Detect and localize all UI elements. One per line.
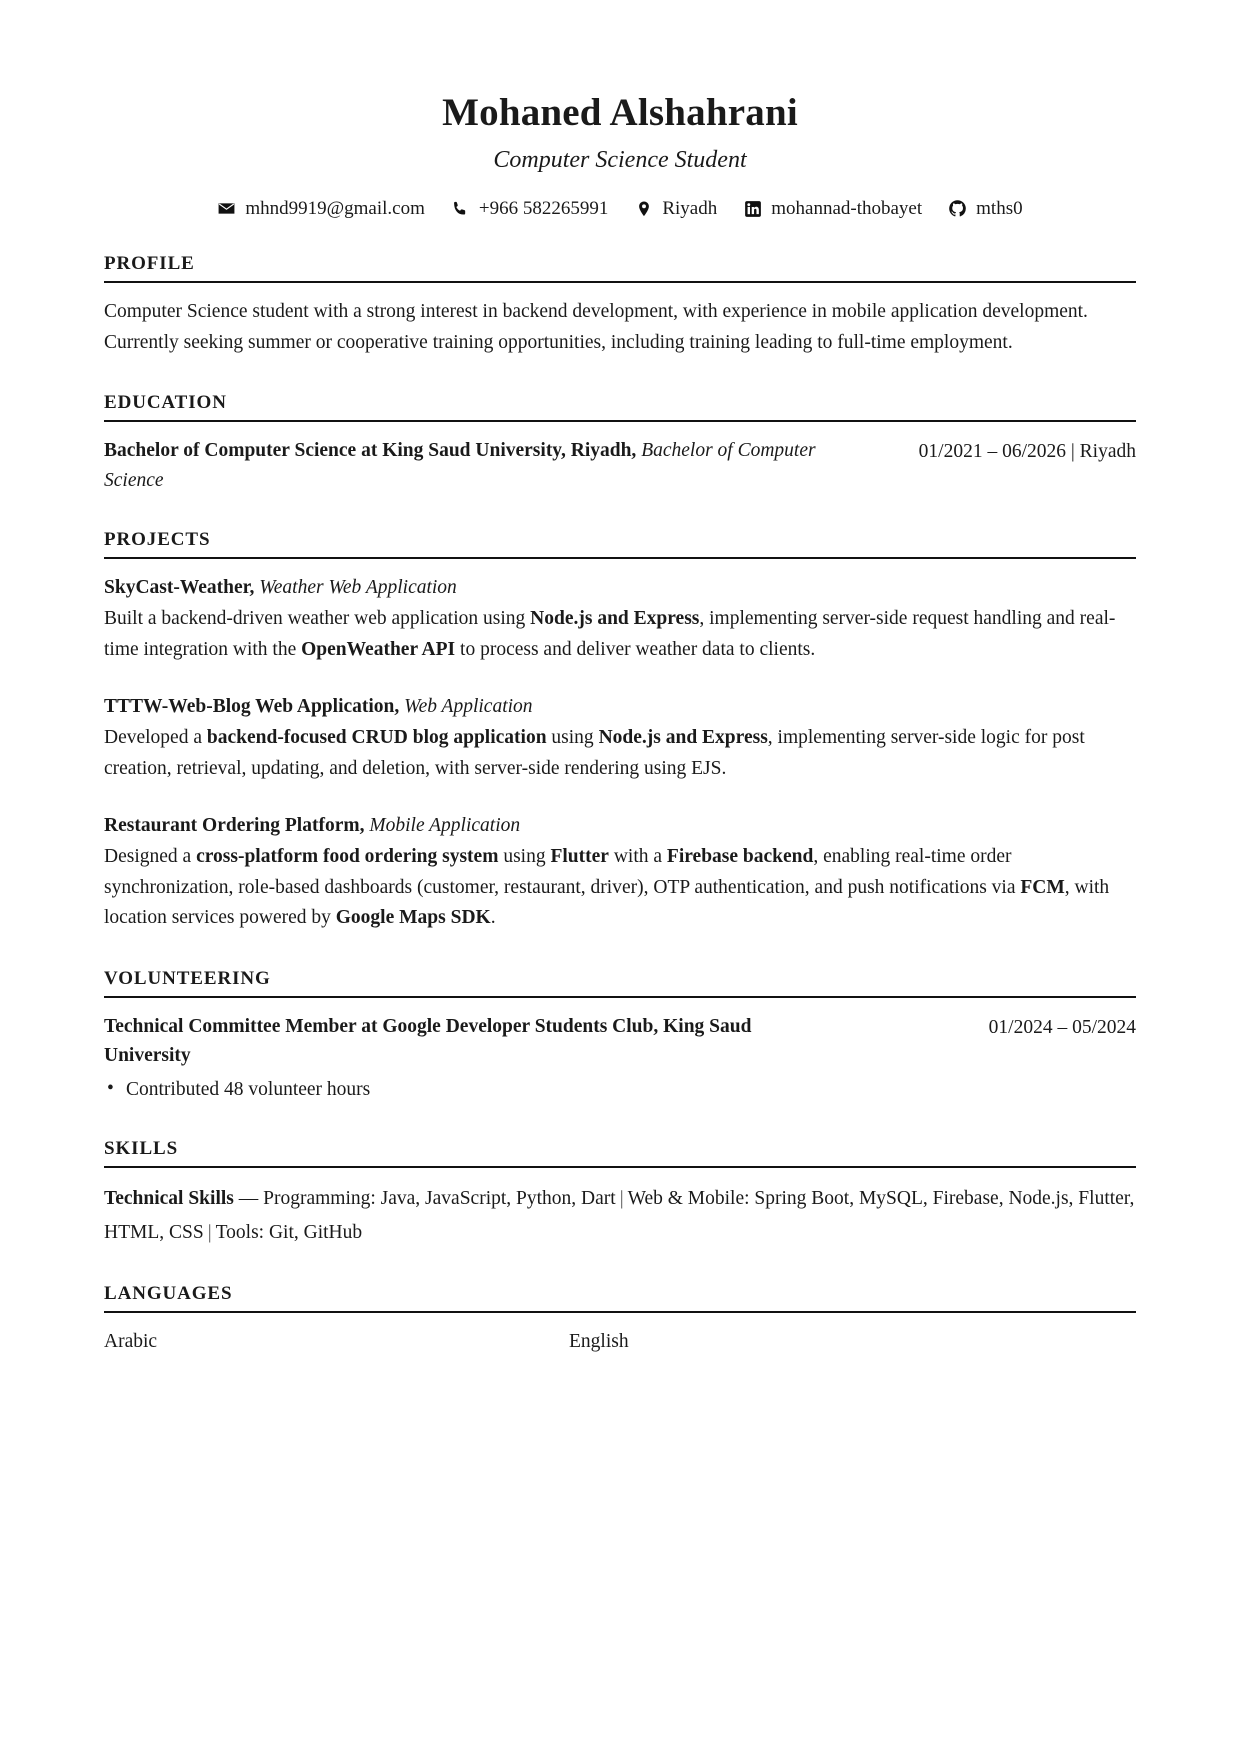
project-item (104, 811, 1136, 935)
project-name: Restaurant Ordering Platform, (104, 814, 365, 836)
volunteering-role: Technical Committee Member at Google Developer Students Club, King Saud University (104, 1016, 752, 1067)
skills-group: Tools: Git, GitHub (215, 1221, 363, 1243)
project-type: Mobile Application (364, 814, 521, 836)
volunteering-meta: 01/2024 – 05/2024 (988, 1017, 1136, 1039)
contact-text: mhnd9919@gmail.com (245, 197, 425, 219)
project-head (104, 573, 1136, 602)
skills-group: Web & Mobile: Spring Boot, MySQL, Firebase, Node.js, Flutter, HTML, CSS (104, 1187, 1135, 1243)
volunteering-entry-left (104, 1012, 824, 1104)
skills-text (104, 1182, 1136, 1249)
section-title-profile: PROFILE (104, 252, 195, 274)
volunteering-bullets (104, 1075, 824, 1104)
projects-list (104, 573, 1136, 934)
section-profile (104, 253, 1136, 359)
project-type: Weather Web Application (254, 576, 457, 598)
profile-text: Computer Science student with a strong interest in backend development, with experience in mobile application development. Currently seeking summer or cooperative training opportunities, including training leading to full-time employment. (104, 300, 1088, 353)
section-title-projects: PROJECTS (104, 528, 211, 550)
project-type: Web Application (399, 695, 533, 717)
linkedin-icon (743, 199, 762, 218)
contact-item-location-pin[interactable] (634, 199, 717, 219)
divider (104, 996, 1136, 998)
section-title-education: EDUCATION (104, 392, 227, 414)
section-title-volunteering: VOLUNTEERING (104, 968, 271, 990)
divider (104, 557, 1136, 559)
volunteering-entry (104, 1012, 1136, 1104)
project-description-part: using (498, 845, 551, 867)
section-title-skills: SKILLS (104, 1137, 179, 1159)
project-description-part: , implementing server-side request handling and real-time integration with the (104, 608, 1116, 660)
contact-item-phone[interactable] (451, 199, 608, 219)
contact-item-linkedin[interactable] (743, 199, 922, 219)
contact-item-email[interactable] (217, 199, 425, 219)
skills-dash: — (233, 1187, 264, 1209)
project-name: SkyCast-Weather, (104, 576, 255, 598)
project-description-part: Firebase backend (666, 845, 814, 867)
contact-row (104, 199, 1136, 219)
project-description-part: , implementing server-side logic for post creation, retrieval, updating, and deletion, with server-side rendering using EJS. (104, 726, 1085, 779)
project-name: TTTW-Web-Blog Web Application, (104, 695, 400, 717)
project-item (104, 573, 1136, 666)
skills-separator: | (207, 1221, 212, 1243)
contact-text: mohannad-thobayet (771, 197, 923, 219)
language-item: English (569, 1331, 629, 1353)
skills-label: Technical Skills (104, 1187, 234, 1209)
section-education (104, 392, 1136, 495)
divider (104, 1166, 1136, 1168)
section-projects (104, 529, 1136, 934)
project-description-part: backend-focused CRUD blog application (206, 726, 547, 748)
languages-row (104, 1327, 1136, 1356)
project-description-part: Built a backend-driven weather web application using (104, 608, 531, 630)
section-skills (104, 1138, 1136, 1249)
project-description (104, 604, 1136, 666)
project-description-part: Flutter (550, 845, 609, 867)
divider (104, 420, 1136, 422)
page-title: Mohaned Alshahrani (442, 91, 798, 134)
project-description-part: to process and deliver weather data to clients. (455, 638, 816, 660)
github-icon (948, 199, 967, 218)
project-description (104, 723, 1136, 785)
skills-group: Programming: Java, JavaScript, Python, Dart (263, 1187, 616, 1209)
education-entry-left (104, 436, 824, 495)
divider (104, 1311, 1136, 1313)
section-volunteering (104, 968, 1136, 1104)
project-description-part: OpenWeather API (301, 638, 456, 660)
education-entry (104, 436, 1136, 495)
project-item (104, 692, 1136, 785)
contact-item-github[interactable] (948, 199, 1022, 219)
project-description-part: , with location services powered by (104, 876, 1110, 929)
education-degree: Bachelor of Computer Science at King Saud University, Riyadh, (104, 440, 637, 462)
divider (104, 281, 1136, 283)
project-description-part: Developed a (104, 726, 207, 748)
contact-text: mths0 (976, 197, 1023, 219)
project-description-part: using (546, 726, 599, 748)
project-head (104, 811, 1136, 840)
contact-text: +966 582265991 (478, 197, 609, 219)
project-description (104, 842, 1136, 934)
language-item: Arabic (104, 1331, 158, 1353)
resume-header (104, 90, 1136, 219)
project-description-part: Node.js and Express (530, 608, 700, 630)
project-description-part: FCM (1020, 876, 1065, 898)
education-meta: 01/2021 – 06/2026 | Riyadh (918, 441, 1136, 463)
project-description-part: . (490, 907, 496, 929)
contact-text: Riyadh (662, 197, 718, 219)
skills-separator: | (619, 1187, 624, 1209)
email-icon (217, 199, 236, 218)
project-description-part: Google Maps SDK (335, 907, 491, 929)
education-subtitle: Bachelor of Computer Science (104, 440, 816, 491)
project-description-part: with a (608, 845, 667, 867)
location-pin-icon (634, 199, 653, 218)
section-languages (104, 1283, 1136, 1356)
project-head (104, 692, 1136, 721)
project-description-part: Designed a (104, 845, 197, 867)
phone-icon (451, 199, 470, 218)
project-description-part: Node.js and Express (598, 726, 768, 748)
list-item: • Contributed 48 volunteer hours (104, 1075, 824, 1104)
project-description-part: cross-platform food ordering system (196, 845, 499, 867)
job-title: Computer Science Student (493, 146, 747, 173)
section-title-languages: LANGUAGES (104, 1283, 233, 1305)
project-description-part: , enabling real-time order synchronization, role-based dashboards (customer, restaurant, driver), OTP authentication, and push notifications via (104, 845, 1021, 898)
